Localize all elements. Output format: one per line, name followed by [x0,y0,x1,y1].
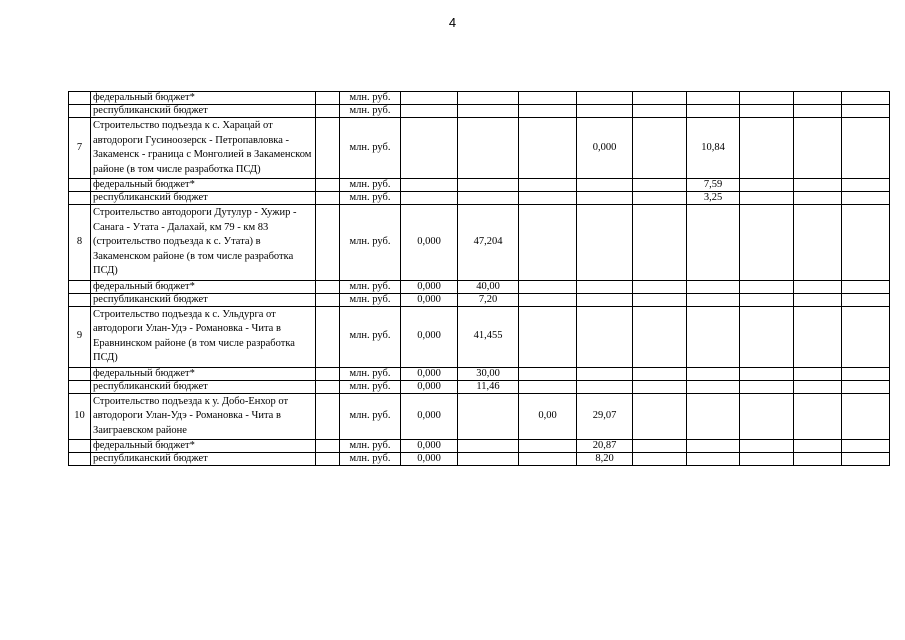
value-cell [458,192,519,205]
empty-cell [316,453,340,466]
value-cell [633,192,687,205]
value-cell [519,192,577,205]
value-cell [687,380,740,393]
value-cell [633,105,687,118]
value-cell [458,179,519,192]
row-number-cell [69,453,91,466]
value-cell: 40,00 [458,280,519,293]
value-cell [577,367,633,380]
value-cell [577,192,633,205]
row-name-cell: республиканский бюджет [91,380,316,393]
value-cell [458,105,519,118]
row-number-cell [69,280,91,293]
value-cell [633,179,687,192]
value-cell [794,205,842,281]
value-cell [740,306,794,367]
value-cell [633,92,687,105]
value-cell [458,92,519,105]
value-cell [633,393,687,440]
table-row [69,192,890,205]
value-cell [842,380,890,393]
empty-cell [316,192,340,205]
value-cell [794,293,842,306]
table-row [69,280,890,293]
value-cell: 0,000 [401,367,458,380]
value-cell [687,105,740,118]
value-cell [842,293,890,306]
unit-cell: млн. руб. [340,367,401,380]
value-cell [842,179,890,192]
value-cell: 0,000 [401,393,458,440]
row-number-cell [69,192,91,205]
row-number-cell: 10 [69,393,91,440]
value-cell [794,192,842,205]
value-cell [633,367,687,380]
value-cell: 0,000 [401,280,458,293]
value-cell [740,367,794,380]
value-cell [519,293,577,306]
value-cell: 7,59 [687,179,740,192]
value-cell [740,179,794,192]
value-cell [633,280,687,293]
value-cell [577,380,633,393]
value-cell [794,306,842,367]
value-cell [519,440,577,453]
value-cell [577,205,633,281]
row-number-cell: 8 [69,205,91,281]
value-cell [577,306,633,367]
value-cell [687,393,740,440]
table-row [69,118,890,179]
row-name-cell: федеральный бюджет* [91,179,316,192]
row-number-cell [69,92,91,105]
budget-table [68,91,890,466]
value-cell: 0,000 [401,380,458,393]
row-name-cell: Строительство автодороги Дутулур - Хужир - Санага - Утата - Далахай, км 79 - км 83 (строительство подъезда к с. Утата) в Закаменском районе (в том числе разработка ПСД) [91,205,316,281]
value-cell [740,92,794,105]
value-cell [687,92,740,105]
value-cell: 0,000 [401,205,458,281]
row-number-cell: 7 [69,118,91,179]
value-cell [842,453,890,466]
row-number-cell [69,440,91,453]
empty-cell [316,367,340,380]
value-cell [458,453,519,466]
value-cell [794,92,842,105]
value-cell [740,440,794,453]
empty-cell [316,380,340,393]
value-cell [519,453,577,466]
empty-cell [316,92,340,105]
value-cell [401,179,458,192]
value-cell [519,380,577,393]
value-cell [842,192,890,205]
empty-cell [316,280,340,293]
row-number-cell [69,367,91,380]
value-cell [740,393,794,440]
row-number-cell [69,105,91,118]
unit-cell: млн. руб. [340,280,401,293]
value-cell [687,280,740,293]
value-cell [519,367,577,380]
value-cell: 41,455 [458,306,519,367]
value-cell [740,293,794,306]
unit-cell: млн. руб. [340,179,401,192]
row-name-cell: республиканский бюджет [91,105,316,118]
value-cell [519,306,577,367]
empty-cell [316,440,340,453]
empty-cell [316,118,340,179]
empty-cell [316,105,340,118]
value-cell [633,205,687,281]
value-cell [401,105,458,118]
value-cell [577,293,633,306]
value-cell: 3,25 [687,192,740,205]
unit-cell: млн. руб. [340,105,401,118]
table-row [69,92,890,105]
row-name-cell: республиканский бюджет [91,453,316,466]
row-name-cell: Строительство подъезда к с. Ульдурга от автодороги Улан-Удэ - Романовка - Чита в Еравнинском районе (в том числе разработка ПСД) [91,306,316,367]
value-cell [794,380,842,393]
value-cell [687,453,740,466]
value-cell [794,280,842,293]
value-cell [687,367,740,380]
value-cell [842,393,890,440]
value-cell: 10,84 [687,118,740,179]
value-cell [633,453,687,466]
row-name-cell: федеральный бюджет* [91,92,316,105]
value-cell [794,440,842,453]
value-cell [842,367,890,380]
table-row [69,306,890,367]
value-cell [633,306,687,367]
row-name-cell: республиканский бюджет [91,192,316,205]
row-name-cell: республиканский бюджет [91,293,316,306]
value-cell [842,92,890,105]
value-cell [687,205,740,281]
value-cell [842,280,890,293]
table-row [69,380,890,393]
unit-cell: млн. руб. [340,306,401,367]
unit-cell: млн. руб. [340,118,401,179]
empty-cell [316,293,340,306]
value-cell [519,179,577,192]
value-cell: 0,000 [577,118,633,179]
value-cell [794,179,842,192]
value-cell [519,118,577,179]
value-cell [740,453,794,466]
value-cell [577,179,633,192]
value-cell [577,105,633,118]
value-cell [633,293,687,306]
row-number-cell [69,293,91,306]
empty-cell [316,306,340,367]
value-cell [687,306,740,367]
value-cell [740,205,794,281]
value-cell [519,105,577,118]
value-cell [633,118,687,179]
value-cell [687,440,740,453]
empty-cell [316,179,340,192]
table-row [69,105,890,118]
value-cell [842,105,890,118]
value-cell [794,393,842,440]
value-cell [458,118,519,179]
value-cell [842,306,890,367]
value-cell [794,105,842,118]
value-cell [519,280,577,293]
unit-cell: млн. руб. [340,293,401,306]
value-cell [687,293,740,306]
value-cell: 0,00 [519,393,577,440]
value-cell [842,440,890,453]
value-cell [401,92,458,105]
empty-cell [316,205,340,281]
value-cell: 0,000 [401,293,458,306]
page-number: 4 [448,15,457,30]
row-name-cell: Строительство подъезда к у. Добо-Енхор от автодороги Улан-Удэ - Романовка - Чита в Заиграевском районе [91,393,316,440]
value-cell [633,440,687,453]
value-cell [577,92,633,105]
unit-cell: млн. руб. [340,192,401,205]
value-cell [458,440,519,453]
unit-cell: млн. руб. [340,453,401,466]
table-row [69,393,890,440]
value-cell [577,280,633,293]
row-name-cell: федеральный бюджет* [91,440,316,453]
value-cell [794,367,842,380]
value-cell [842,205,890,281]
value-cell: 0,000 [401,453,458,466]
value-cell [633,380,687,393]
unit-cell: млн. руб. [340,440,401,453]
row-number-cell [69,380,91,393]
value-cell [740,192,794,205]
row-name-cell: Строительство подъезда к с. Харацай от автодороги Гусиноозерск - Петропавловка - Закаменск - граница с Монголией в Закаменском районе (в том числе разработка ПСД) [91,118,316,179]
value-cell [740,280,794,293]
value-cell [740,118,794,179]
value-cell: 0,000 [401,440,458,453]
table-row [69,440,890,453]
value-cell [401,192,458,205]
unit-cell: млн. руб. [340,205,401,281]
value-cell: 20,87 [577,440,633,453]
value-cell: 47,204 [458,205,519,281]
value-cell [842,118,890,179]
value-cell [794,118,842,179]
value-cell [740,105,794,118]
value-cell: 0,000 [401,306,458,367]
table-row [69,453,890,466]
value-cell [519,92,577,105]
empty-cell [316,393,340,440]
table-row [69,293,890,306]
value-cell [519,205,577,281]
table-row [69,367,890,380]
value-cell [740,380,794,393]
value-cell: 11,46 [458,380,519,393]
value-cell: 8,20 [577,453,633,466]
unit-cell: млн. руб. [340,92,401,105]
value-cell: 7,20 [458,293,519,306]
table-row [69,179,890,192]
value-cell: 30,00 [458,367,519,380]
unit-cell: млн. руб. [340,380,401,393]
unit-cell: млн. руб. [340,393,401,440]
row-number-cell [69,179,91,192]
row-name-cell: федеральный бюджет* [91,367,316,380]
value-cell: 29,07 [577,393,633,440]
row-number-cell: 9 [69,306,91,367]
table-row [69,205,890,281]
value-cell [794,453,842,466]
value-cell [458,393,519,440]
value-cell [401,118,458,179]
row-name-cell: федеральный бюджет* [91,280,316,293]
